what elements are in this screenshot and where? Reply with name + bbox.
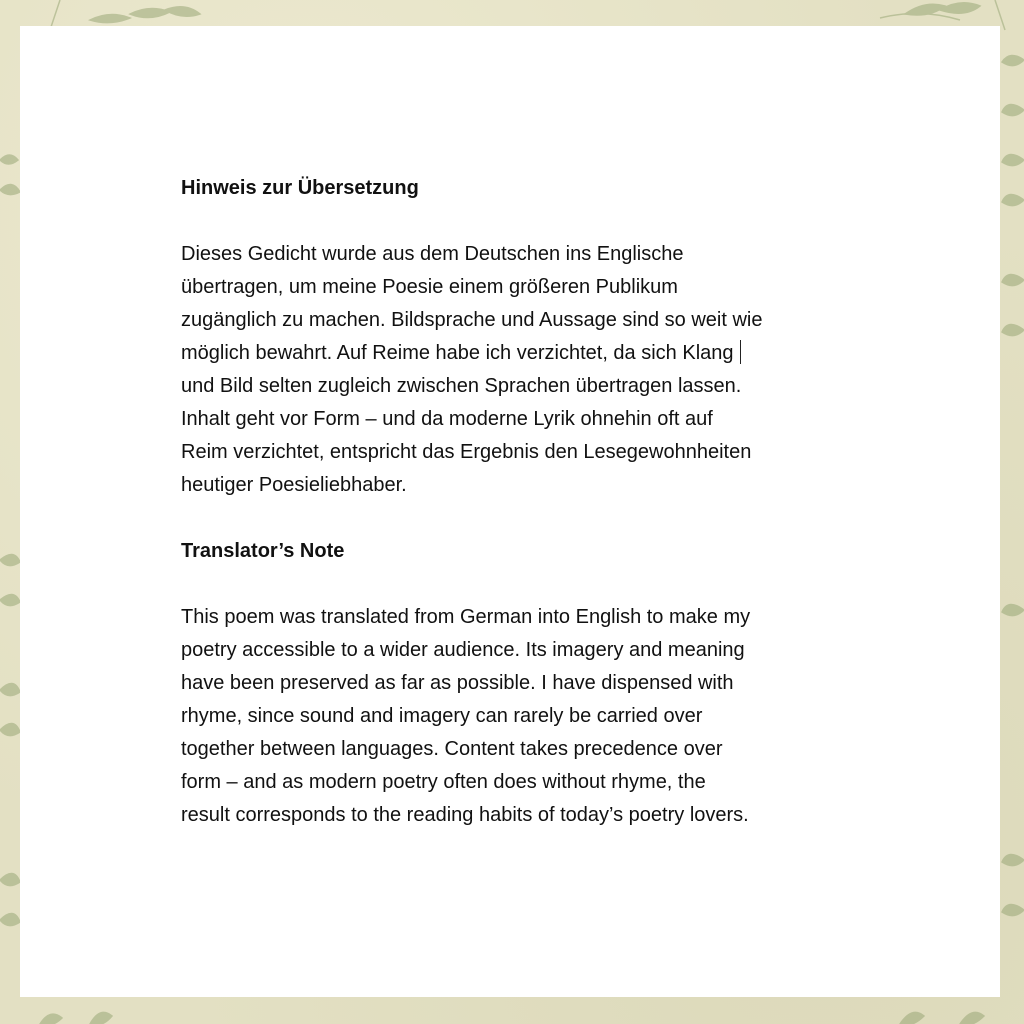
german-note-line-text: möglich bewahrt. Auf Reime habe ich verzichtet, da sich Klang — [181, 342, 734, 364]
german-note-line: Dieses Gedicht wurde aus dem Deutschen ins Englische — [181, 243, 684, 265]
text-cursor-icon — [740, 340, 741, 364]
english-note-heading: Translator’s Note — [181, 540, 345, 562]
english-note-line: rhyme, since sound and imagery can rarely be carried over — [181, 705, 703, 727]
english-note-line: together between languages. Content takes precedence over — [181, 738, 723, 760]
english-note-line: This poem was translated from German into English to make my — [181, 606, 751, 628]
german-note-line: Inhalt geht vor Form – und da moderne Lyrik ohnehin oft auf — [181, 408, 713, 430]
translation-note-document — [181, 172, 861, 832]
german-note-heading: Hinweis zur Übersetzung — [181, 177, 419, 199]
german-note-line: heutiger Poesieliebhaber. — [181, 474, 407, 496]
german-note-line: zugänglich zu machen. Bildsprache und Aussage sind so weit wie — [181, 309, 763, 331]
german-note-line — [181, 337, 861, 370]
english-note-section — [181, 535, 861, 832]
spacer — [181, 205, 861, 238]
spacer — [181, 502, 861, 535]
german-note-line: übertragen, um meine Poesie einem größeren Publikum — [181, 276, 678, 298]
english-note-line: poetry accessible to a wider audience. Its imagery and meaning — [181, 639, 745, 661]
spacer — [181, 568, 861, 601]
english-note-line: result corresponds to the reading habits of today’s poetry lovers. — [181, 804, 749, 826]
german-note-line: und Bild selten zugleich zwischen Sprachen übertragen lassen. — [181, 375, 742, 397]
german-note-line: Reim verzichtet, entspricht das Ergebnis den Lesegewohnheiten — [181, 441, 752, 463]
english-note-line: form – and as modern poetry often does without rhyme, the — [181, 771, 706, 793]
german-note-section — [181, 172, 861, 502]
english-note-line: have been preserved as far as possible. I have dispensed with — [181, 672, 734, 694]
